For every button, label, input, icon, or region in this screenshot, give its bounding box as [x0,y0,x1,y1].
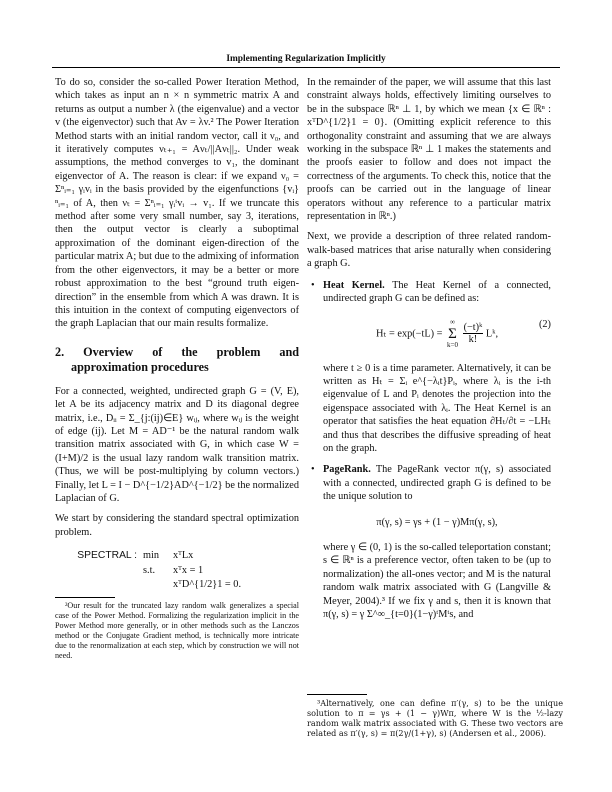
running-title: Implementing Regularization Implicitly [226,54,386,64]
spectral-op-blank [143,578,173,591]
spectral-intro-paragraph: We start by considering the standard spectral optimization problem. [55,513,299,538]
heat-kernel-equation [323,318,551,350]
heat-kernel-intro: The Heat Kernel of a connected, undirected graph G can be defined as: [323,279,551,305]
equation-number: (2) [538,318,551,330]
spectral-op-min: min [143,550,160,562]
footnote-2: ²Our result for the truncated lazy random walk generalizes a special case of the Power Method. Formalizing the regularization implicit in the Power Method more generally, or in other methods such as the Lanczos method or the Conjugate Gradient method, is technically more intricate due to the renormalization at each step, which by construction we will not need. [55,601,299,661]
header-rule [52,67,560,68]
spectral-label: SPECTRAL : [77,550,137,562]
pagerank-equation: π(γ, s) = γs + (1 − γ)Mπ(γ, s), [376,516,498,528]
heat-kernel-item [307,279,551,456]
heat-kernel-title: Heat Kernel. [323,279,385,291]
matrix-list [307,279,551,622]
pagerank-after: where γ ∈ (0, 1) is the so-called teleportation constant; s ∈ ℝⁿ is a preference vector, often taken to be (up to normalization) the all-ones vector; and M is the natural random walk matrix associated with G (Langville & Meyer, 2004).³ If we fix γ and s, then it is known that π(γ, s) = γ Σ^∞_{t=0}(1−γ)ᵗMᵗs, and [323,541,551,620]
power-iteration-paragraph: To do so, consider the so-called Power Iteration Method, which takes as input an n × n symmetric matrix A and returns as output a number λ (the eigenvalue) and a vector v (the eigenvector) such that Av = λv.² The Power Iteration Method starts with an initial random vector, call it ν₀, and it iteratively computes νₜ₊₁ = Aνₜ/||Aνₜ||₂. Under weak assumptions, the method converges to v₁, the dominant eigenvector of A. The reason is clear: if we expand ν₀ = Σⁿᵢ₌₁ γᵢvᵢ in the basis provided by the eigenfunctions {vᵢ}ⁿᵢ₌₁ of A, then νₜ = Σⁿᵢ₌₁ γᵢᵗvᵢ → v₁. If we truncate this method after some very small number, say 3, iterations, then the output vector is clearly a suboptimal approximation of the dominant eigen-direction of the particular matrix A; but due to the admixing of information from the other eigenvectors, it may be a better or more robust approximation to the best “ground truth eigen-direction” in the ensemble from which A was drawn. It is this intuition in the context of computing eigenvectors of the graph Laplacian that our main results formalize. [55,77,299,330]
pagerank-title: PageRank. [323,464,371,476]
spectral-objective: xᵀLx [173,550,194,562]
graph-definitions-paragraph: For a connected, weighted, undirected graph G = (V, E), let A be its adjacency matrix and D its diagonal degree matrix, i.e., Dᵢᵢ = Σ_{j:(ij)∈E} wᵢⱼ, where wᵢⱼ is the weight of edge (ij). Let M = AD⁻¹ be the natural random walk transition matrix associated with G, in which case W = (I+M)/2 is the usual lazy random walk transition matrix. (Thus, we will be post-multiplying by column vectors.) Finally, let L = I − D^{−1/2}AD^{−1/2} be the normalized Laplacian of G. [55,385,299,504]
subspace-paragraph: In the remainder of the paper, we will assume that this last constraint always holds, effectively limiting ourselves to be in the subspace ℝⁿ ⊥ 1, by which we mean {x ∈ ℝⁿ : xᵀD^{1/2}1 = 0}. (Omitting explicit reference to this orthogonality constraint and assuming that we are always working in the subspace ℝⁿ ⊥ 1 makes the statements and the proofs easier to follow and does not impact the correctness of the arguments. To check this, notice that the proofs can be carried out in the language of linear operators without any reference to a particular matrix representation in ℝⁿ.) [307,77,551,223]
heat-eq-lhs: Hₜ = exp(−tL) = [375,327,443,339]
pagerank-item [307,463,551,621]
sum-symbol: ∞ Σ k=0 [447,317,458,349]
section-heading: 2. Overview of the problem and approximation procedures [55,344,299,374]
footnote-rule [55,597,115,598]
right-column [307,76,551,629]
spectral-constraint-1: xᵀx = 1 [173,564,204,576]
heat-eq-tail: Lᵏ, [485,327,499,339]
left-column [55,76,299,661]
pagerank-intro: The PageRank vector π(γ, s) associated with a connected, undirected graph G is defined to be the unique solution to [323,464,552,503]
footnote-rule-right [307,694,367,695]
spectral-problem [55,549,299,591]
right-footnote-area [307,690,563,738]
heat-eq-fraction: $\frac{\text{(−t)ᵏ}}{k!}$ [463,322,483,345]
heat-kernel-after: where t ≥ 0 is a time parameter. Alternatively, it can be written as Hₜ = Σᵢ e^{−λᵢt}Pᵢ, where λᵢ is the i-th eigenvalue of L and Pᵢ denotes the projection into the eigenspace associated with λᵢ. The Heat Kernel is an operator that satisfies the heat equation ∂Hₜ/∂t = −LHₜ and thus that describes the diffusive spreading of heat on the graph. [323,362,551,454]
spectral-constraint-2: xᵀD^{1/2}1 = 0. [173,579,242,590]
matrices-intro-paragraph: Next, we provide a description of three related random-walk-based matrices that arise naturally when considering a graph G. [307,231,551,270]
spectral-op-st: s.t. [143,564,156,576]
footnote-3: ³Alternatively, one can define π′(γ, s) to be the unique solution to π = γs + (1 − γ)Wπ, where W is the ½-lazy random walk matrix associated with G. These two vectors are related as π′(γ, s) = π(2γ/(1+γ), s) (Andersen et al., 2006). [307,698,563,738]
